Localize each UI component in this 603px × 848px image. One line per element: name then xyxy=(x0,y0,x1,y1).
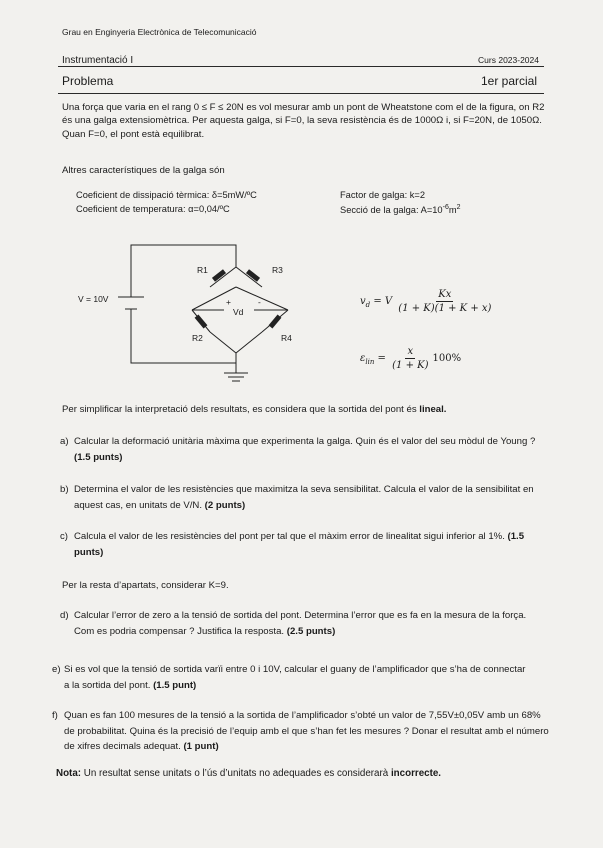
question-label: d) xyxy=(60,610,69,621)
simplification-note xyxy=(62,404,446,415)
vd-subscript: d xyxy=(365,301,371,309)
simplification-bold: lineal. xyxy=(419,404,447,415)
question-points: (2.5 punts) xyxy=(286,625,336,637)
vd-denominator: (1 + K)(1 + K + x) xyxy=(398,303,492,314)
r1-label: R1 xyxy=(197,265,208,275)
param-dissipation: Coeficient de dissipació tèrmica: δ=5mW/ºC xyxy=(76,190,257,200)
question-label: e) xyxy=(52,664,61,675)
question-points: (1.5 punts) xyxy=(74,531,525,558)
rest-of-questions-note: Per la resta d’apartats, considerar K=9. xyxy=(62,580,229,591)
section-unit-exponent: 2 xyxy=(456,204,461,211)
wheatstone-bridge-diagram xyxy=(78,240,308,390)
source-label: V = 10V xyxy=(78,294,109,304)
elin-numerator: x xyxy=(407,346,414,357)
problem-title: Problema xyxy=(62,74,114,88)
bridge-bottom-right xyxy=(236,332,262,353)
elin-subscript: lin xyxy=(365,358,375,366)
vd-equals: = V xyxy=(370,296,393,307)
question-body: Calcular l’error de zero a la tensió de sortida del pont. Determina l’error que es fa en la mesura de la força. Com es podria compensar ? Justifica la resposta. xyxy=(74,610,527,637)
vd-plus: + xyxy=(226,297,231,307)
problem-statement: Una força que varia en el rang 0 ≤ F ≤ 20N es vol mesurar amb un pont de Wheatstone com el de la figura, on R2 és una galga extensiomètrica. Per aquesta galga, si F=0, la seva resistència és de 1000Ω i, si F=20N, de 1050Ω. Quan F=0, el pont està equilibrat. xyxy=(62,102,545,140)
note-text: Un resultat sense unitats o l’ús d’unitats no adequades es considerarà xyxy=(81,768,391,779)
exam-title: 1er parcial xyxy=(480,74,537,88)
vd-minus: - xyxy=(258,297,261,307)
question-body: Calcula el valor de les resistències del pont per tal que el màxim error de linealitat sigui inferior al 1%. xyxy=(74,531,508,542)
other-characteristics-heading: Altres característiques de la galga són xyxy=(62,165,225,176)
question-text xyxy=(74,482,542,513)
question-body: Quan es fan 100 mesures de la tensió a la sortida de l’amplificador s’obté un valor de 7,55V±0,05V amb un 68% de probabilitat. Quina és la precisió de l’equip amb el que s’han fet les mesures ? Donar el resultat amb el número de xifres decimals adequat. xyxy=(64,710,549,752)
question-points: (1 punt) xyxy=(183,741,219,752)
r2-label: R2 xyxy=(192,333,203,343)
elin-fraction xyxy=(392,346,428,371)
degree-title: Grau en Enginyeria Electrònica de Telecomunicació xyxy=(62,27,257,37)
section-label: Secció de la galga: A=10 xyxy=(340,205,443,216)
bottom-wire xyxy=(131,309,236,363)
question-body: Determina el valor de les resistències que maximitza la seva sensibilitat. Calcula el valor de la sensibilitat en aquest cas, en unitats de V/N. xyxy=(74,484,534,511)
elin-equals: = xyxy=(374,353,390,364)
param-section xyxy=(340,204,461,215)
course-name: Instrumentació I xyxy=(62,55,134,66)
param-temperature: Coeficient de temperatura: α=0,04/ºC xyxy=(76,204,230,214)
question-label: f) xyxy=(52,710,58,721)
r4-label: R4 xyxy=(281,333,292,343)
output-voltage-formula xyxy=(360,289,491,314)
course-year: Curs 2023-2024 xyxy=(478,55,539,65)
question-body: Si es vol que la tensió de sortida varïi entre 0 i 10V, calcular el guany de l’amplificador que s’ha de connectar a la sortida del pont. xyxy=(64,664,526,691)
question-label: c) xyxy=(60,531,68,542)
vd-numerator: Kx xyxy=(438,289,452,300)
r3-label: R3 xyxy=(272,265,283,275)
simplification-text: Per simplificar la interpretació dels resultats, es considera que la sortida del pont és xyxy=(62,404,420,415)
question-text xyxy=(74,434,542,465)
note-bold: incorrecte. xyxy=(390,768,442,779)
bridge-right-upper xyxy=(236,287,288,310)
question-points: (2 punts) xyxy=(204,499,246,511)
question-points: (1.5 punt) xyxy=(153,679,197,691)
elin-symbol: ε xyxy=(360,353,366,364)
vd-label: Vd xyxy=(233,307,244,317)
vd-fraction xyxy=(398,289,491,314)
question-label: b) xyxy=(60,484,69,495)
r4-resistor xyxy=(269,315,282,329)
question-label: a) xyxy=(60,436,69,447)
question-points: (1.5 punts) xyxy=(74,451,123,463)
grading-note xyxy=(56,768,441,779)
question-text xyxy=(64,708,552,755)
header-rule-bottom xyxy=(58,93,544,94)
elin-percent: 100% xyxy=(432,353,462,364)
note-label: Nota: xyxy=(56,768,82,779)
bridge-bottom-left xyxy=(210,332,236,353)
elin-denominator: (1 + K) xyxy=(392,360,429,371)
linearity-error-formula xyxy=(360,346,461,371)
question-text xyxy=(64,662,532,693)
question-text xyxy=(74,529,542,560)
section-unit: m xyxy=(448,205,457,216)
question-body: Calcular la deformació unitària màxima que experimenta la galga. Quin és el valor del seu mòdul de Young ? xyxy=(74,436,536,447)
top-wire xyxy=(131,245,236,297)
header-rule-top xyxy=(58,66,544,67)
r2-resistor xyxy=(195,315,208,329)
section-exponent: -6 xyxy=(442,204,449,211)
param-gauge-factor: Factor de galga: k=2 xyxy=(340,190,426,200)
vd-symbol: v xyxy=(360,296,366,307)
question-text xyxy=(74,608,542,639)
